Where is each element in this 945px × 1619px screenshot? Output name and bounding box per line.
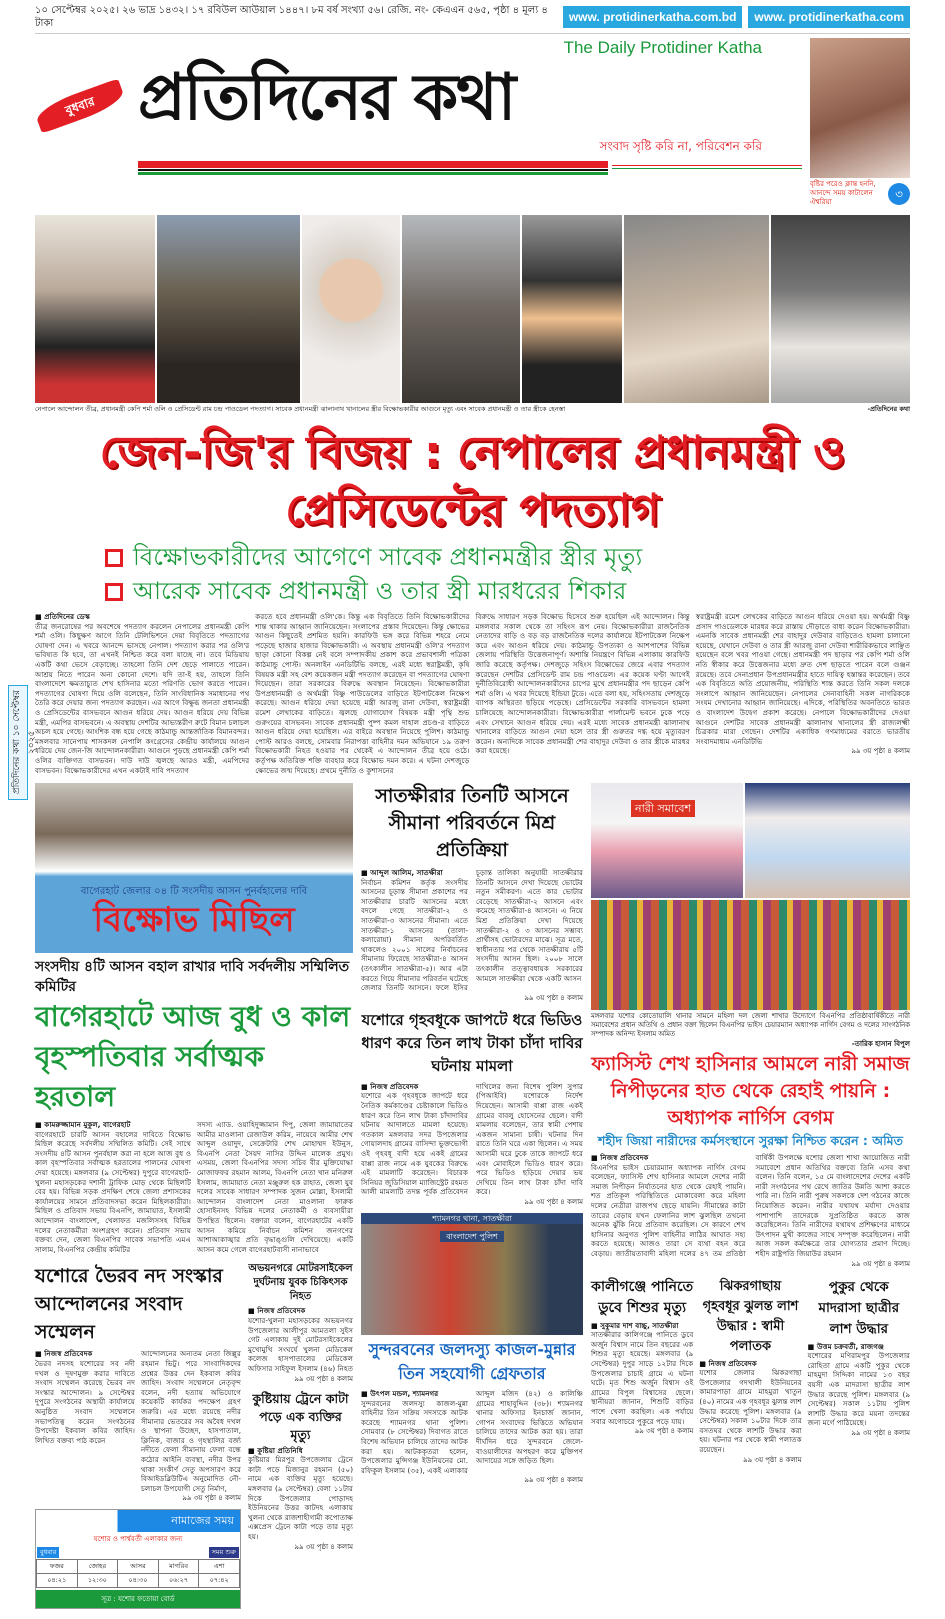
lead-column-1 xyxy=(35,612,249,775)
women-headline[interactable]: ফ্যাসিস্ট শেখ হাসিনার আমলে নারী সমাজ নিপীড়নের হাত থেকে রেহাই পায়নি : অধ্যাপক নার্গিস বেগম xyxy=(591,1053,910,1130)
bhairab-headline-2[interactable]: আন্দোলনের সংবাদ সম্মেলন xyxy=(35,1293,183,1344)
continued-link[interactable]: ৯৯ ৩য় পৃষ্ঠা ৪ কলাম xyxy=(851,1428,910,1437)
teaser-page-badge: ৩ xyxy=(888,183,910,205)
continued-link[interactable]: ৯৯ ৩য় পৃষ্ঠা ৪ কলাম xyxy=(851,747,910,756)
bagerhat-headline[interactable]: বাগেরহাটে আজ বুধ ও কাল xyxy=(35,1000,351,1034)
continued-link[interactable]: ৯৯ ৩য় পৃষ্ঠা ৪ কলাম xyxy=(524,993,583,1002)
prayer-name: এশা xyxy=(199,1560,240,1574)
prayer-time: ০৭:৪২ xyxy=(199,1574,240,1588)
teaser-caption[interactable]: বৃষ্টির পরেও ক্লান্ত হননি, আনন্দে সময় কাটালেন ঐশ্বরিয়া xyxy=(810,180,876,206)
women-subhead: শহীদ জিয়া নারীদের কর্মসংস্থানে সুরক্ষা নিশ্চিত করেন : অমিত xyxy=(598,1133,903,1149)
byline: ■ প্রতিদিনের ডেস্ক xyxy=(35,612,90,621)
website-link-bd[interactable]: www. protidinerkatha.com.bd xyxy=(563,6,743,28)
article-text: যশোরের মণিরামপুর উপজেলার রোহিতা গ্রামে একটি পুকুর থেকে মাহমুদা সিদ্দিকা নামের ১৩ বছর বয়সী এক মাদরাসা ছাত্রীর লাশ উদ্ধার করেছে পুলিশ। মঙ্গলবার (৯ সেপ্টেম্বর) সকাল ১১টায় পুলিশ লাশটি উদ্ধার করে ময়না তদন্তের জন্য মর্গে পাঠিয়েছে। xyxy=(807,1351,910,1428)
photo-credit: -তারিক হাসান বিপুল xyxy=(851,1040,910,1049)
bhairab-headline[interactable]: যশোরে ভৈরব নদ সংস্কার xyxy=(35,1265,223,1288)
photo-nepal-pm xyxy=(35,215,155,403)
prayer-name: ফজর xyxy=(37,1560,78,1574)
rally-photo-caption: মঙ্গলবার যশোর কোতোয়ালি থানার সামনে মহিলা দল জেলা শাখার উদ্যোগে বিএনপির প্রতিষ্ঠাবার্ষিকীতে নারী সমাবেশের প্রধান অতিথি ও প্রধান বক্তা ছিলেন বিএনপির ভাইস চেয়ারম্যান অধ্যাপক নার্গিস বেগম ও দলের সাংগঠনিক সম্পাদক অনিন্দ্য ইসলাম অমিত xyxy=(591,1012,910,1039)
abhaynagar-body: ■ নিজস্ব প্রতিবেদক যশোর-খুলনা মহাসড়কের অভয়নগর উপজেলার আলীপুর আমতলা সুইস গেট এলাকায় দুই মোটরসাইকেলের মুখোমুখি সংঘর্ষে খুলনা মেডিকেল কলেজ হাসপাতালের মেডিকেল অফিসার সাইফুল ইসলাম (৪৬) নিহত xyxy=(248,1306,354,1373)
divider xyxy=(612,165,802,166)
subhead-text: আরেক সাবেক প্রধানমন্ত্রী ও তার স্ত্রী মারধরের শিকার xyxy=(133,577,627,605)
article-text: বিএনপির ভাইস চেয়ারম্যান অধ্যাপক নার্গিস বেগম বলেছেন, ফ্যাসিস্ট শেখ হাসিনার আমলে দেশের নারী সমাজ নিপীড়ন নির্যাতনের হাত থেকে রেহাই পায়নি। শত প্রতিকূল পরিস্থিতিতে মোকাবেলা করে মহিলা দলের নেত্রীরা রাজপথ ছেড়ে যায়নি। সীমান্তের কাটা তারের বেড়ায় যখন ফেলানির লাশ ঝুলছিল তখনো অনেক ঝুঁকি নিয়ে প্রতিবাদ করেছিল। সে কারণে শেখ হাসিনার অনুগত পুলিশ বাহিনীর লাঠির আঘাত সহ্য করতে হয়েছে। আজও তারা সে ব্যথা বহন করে বেড়ায়। জাতীয়তাবাদী মহিলা দলের ৪৭ তম প্রতিষ্ঠা বার্ষিকী উপলক্ষে যশোর জেলা শাখা আয়োজিত নারী সমাবেশে প্রধান অতিথির বক্তব্যে তিনি এসব কথা বলেন। তিনি বলেন, ১৫ মে বাংলাদেশের দেশের একটি নারী সংগঠনের পথ রেখে জাতির উন্নতি আশা করতে পারি না। তিনি নারী পুরুষ সকলকে দেশ গঠনের কাজে নিয়োজিত করেন। নারীর যথাযথ মর্যাদা দেওয়ার পাশাপাশি তাদেরকে সুপ্রতিষ্ঠিত করতে কাজ করেছিলেন। তিনি নারীদের যথাযথ প্রশিক্ষণের মাধ্যমে উৎপাদন মুখী কাজের সাথে সম্পৃক্ত করেছিলেন। নারী আজ সকল কর্মক্ষেত্রে তার যোগ্যতার প্রমাণ দিচ্ছে। শহীদ রাষ্ট্রপতি জিয়াউর রহমান xyxy=(591,1153,910,1259)
lead-headline[interactable]: জেন-জি'র বিজয় : নেপালের প্রধানমন্ত্রী ও প্রেসিডেন্টের পদত্যাগ xyxy=(99,427,846,536)
website-link-com[interactable]: www. protidinerkatha.com xyxy=(748,6,910,28)
article-text: যশোরে এক গৃহবধূকে জাপটে ধরে নৈতিক কর্মকাণ্ডের চেষ্টাকালে ভিডিও ধারণ করে তিন লাখ টাকা চাঁদাদাবির ঘটনায় আদালতে মামলা হয়েছে। গতকাল মঙ্গলবার সদর উপজেলার গোয়ালদাহ গ্রামের বাসিন্দা ভুক্তভোগী ওই গৃহবধূ বাদী হয়ে একই গ্রামের বাপ্পা রাজ নামে এক যুবকের বিরুদ্ধে এই মামলাটি করেছেন। বিচারক সিনিয়র জুডিসিয়াল ম্যাজিস্ট্রেট রহমত আলী মামলাটি তদন্ত পূর্বক প্রতিবেদন দাখিলের জন্য বিশেষ পুলিশ সুপার (পিআইবি) যশোরকে নির্দেশ দিয়েছেন। আসামী বাপ্পা রাজ একই গ্রামের বাবলু হোসেনের ছেলে। বাদী মামলায় বলেছেন, তার স্বামী পেশায় একজন সামান্য চাষী। ঘটনার দিন রাতে তিনি ঘরে একা ছিলেন। এ সময় আসামী ঘরে ঢুকে তাকে জাপটে ধরে এবং মোবাইলে ভিডিও ধারণ করে। পরে ভিডিও ছড়িয়ে দেয়ার ভয় দেখিয়ে তিন লাখ টাকা চাঁদা দাবি করে। xyxy=(361,1081,583,1197)
article-text: যশোর-খুলনা মহাসড়কের অভয়নগর উপজেলার আলীপুর আমতলা সুইস গেট এলাকায় দুই মোটরসাইকেলের মুখোমুখি সংঘর্ষে খুলনা মেডিকেল কলেজ হাসপাতালের মেডিকেল অফিসার সাইফুল ইসলাম (৪৬) নিহত xyxy=(248,1316,354,1373)
kushtia-headline[interactable]: কুষ্টিয়ায় ট্রেনে কাটা পড়ে এক ব্যক্তির মৃত্যু xyxy=(252,1390,349,1442)
masthead xyxy=(35,38,910,207)
photo-credit: -প্রতিদিনের কথা xyxy=(867,405,910,413)
satkhira-headline[interactable]: সাতক্ষীরার তিনটি আসনে সীমানা পরিবর্তনে মিশ্র প্রতিক্রিয়া xyxy=(375,785,569,862)
kaliganj-body: ■ সুকুমার দাশ বাচ্চু, সাতক্ষীরা সাতক্ষীরার কালিগঞ্জে পানিতে ডুবে অর্জুন বিশ্বাস নামে তিন বছরের এক শিশুর মৃত্যু হয়েছে। মঙ্গলবার (৯ সেপ্টেম্বর) দুপুর সাড়ে ১২টার দিকে উপজেলার চাচাই গ্রামে এ ঘটনা ঘটে। মৃত শিশু অর্জুন বিশ্বাস ওই গ্রামের বিপুল বিশ্বাসের ছেলে। স্থানীয়রা জানান, শিশুটি বাড়ির পাশে খেলা করছিল। এক পর্যায়ে সবার অগোচরে পুকুরে পড়ে যায়। xyxy=(591,1320,694,1426)
jessore-video-body: ■ নিজস্ব প্রতিবেদক যশোরে এক গৃহবধূকে জাপটে ধরে নৈতিক কর্মকাণ্ডের চেষ্টাকালে ভিডিও ধারণ করে তিন লাখ টাকা চাঁদাদাবির ঘটনায় আদালতে মামলা হয়েছে। গতকাল মঙ্গলবার সদর উপজেলার গোয়ালদাহ গ্রামের বাসিন্দা ভুক্তভোগী ওই গৃহবধূ বাদী হয়ে একই গ্রামের বাপ্পা রাজ নামে এক যুবকের বিরুদ্ধে এই মামলাটি করেছেন। বিচারক সিনিয়র জুডিসিয়াল ম্যাজিস্ট্রেট রহমত আলী মামলাটি তদন্ত পূর্বক প্রতিবেদন দাখিলের জন্য বিশেষ পুলিশ সুপার (পিআইবি) যশোরকে নির্দেশ দিয়েছেন। আসামী বাপ্পা রাজ একই গ্রামের বাবলু হোসেনের ছেলে। বাদী মামলায় বলেছেন, তার স্বামী পেশায় একজন সামান্য চাষী। ঘটনার দিন রাতে তিনি ঘরে একা ছিলেন। এ সময় আসামী ঘরে ঢুকে তাকে জাপটে ধরে এবং মোবাইলে ভিডিও ধারণ করে। পরে ভিডিও ছড়িয়ে দেয়ার ভয় দেখিয়ে তিন লাখ টাকা চাঁদা দাবি করে। xyxy=(361,1081,583,1197)
kaliganj-story xyxy=(591,1277,693,1465)
masthead-stripes xyxy=(138,161,802,175)
continued-link[interactable]: ৯৯ ৩য় পৃষ্ঠা ৪ কলাম xyxy=(294,1542,353,1551)
bhairab-story xyxy=(35,1262,241,1609)
byline: আব্দুল আলিম, সাতক্ষীরা xyxy=(370,868,443,878)
lead-column-4: স্বরাষ্ট্রমন্ত্রী রমেশ লেখকের বাড়িতে আগুন ধরিয়ে দেওয়া হয়। অর্থমন্ত্রী বিষ্ণু প্রসাদ পাওডেলকে মারধর করে রাস্তায় দৌড়াতে বাধ্য করেন বিক্ষোভকারীরা। এমনকি সাবেক প্রধানমন্ত্রী শের বাহাদুর দেউবার বাড়িতেও হামলা চালানো হয়েছে, যেখানে দেউবা ও তার স্ত্রী আরজু রানা দেউবা শারীরিকভাবে লাঞ্ছিত হয়েছেন বলে খবর পাওয়া গেছে। প্রধানমন্ত্রী পদ ছাড়ার পর কেপি শর্মা ওলি নতি স্বীকার করে উত্তেজনার মধ্যে দ্রুত দেশ ছাড়তে পারেন বলে গুঞ্জন রয়েছে। তবে সেনাপ্রধান উপপ্রধানমন্ত্রীর হাতে দায়িত্ব হস্তান্তর করেছেন। তবে এক বিবৃতিতে অতি প্রয়োজনীয়, পরিস্থিতি শান্ত করতে তিনি সকল দলকে সংলাপে আহ্বান জানিয়েছেন। নেপালের সেনাবাহিনী সকল নাগরিককে সংযম দেখানোর আহ্বান জানিয়েছে। এদিকে, পরিস্থিতির অবনতিতে ভারত ও বাংলাদেশ উদ্বেগ প্রকাশ করেছে। নেপালে বিক্ষোভকারীদের দেওয়া আগুনে দেশটির সাবেক প্রধানমন্ত্রী ঝালানাথ খানালের স্ত্রী রাজ্যলক্ষ্মী চিত্রকার মারা গেছেন। দেশটির একাধিক গণমাধ্যমের বরাতে ভারতীয় সংবাদমাধ্যম এনডিটিভি xyxy=(695,612,910,746)
byline: নিজস্ব প্রতিবেদক xyxy=(44,1349,93,1359)
brief-stories xyxy=(248,1262,353,1609)
right-column xyxy=(591,783,910,1464)
brief-news-row xyxy=(591,1277,910,1465)
subhead-text: বিক্ষোভকারীদের আগেণে সাবেক প্রধানমন্ত্রীর স্ত্রীর মৃত্যু xyxy=(133,543,643,571)
banner-text: বাগেরহাট জেলার ০৪ টি সংসদীয় আসন পুনর্বহালের দাবি xyxy=(80,886,308,898)
byline: উৎপল মন্ডল, শ্যামনগর xyxy=(370,1388,439,1398)
byline: নিজস্ব প্রতিবেদক xyxy=(708,1358,757,1368)
lead-subhead-2 xyxy=(35,574,910,608)
teaser-photo[interactable] xyxy=(810,38,910,178)
bullet-box-icon xyxy=(105,583,123,601)
prayer-name: আসর xyxy=(118,1560,159,1574)
bagerhat-kicker: সংসদীয় ৪টি আসন বহাল রাখার দাবি সর্বদলীয় সম্মিলিত কমিটির xyxy=(35,959,350,996)
abhaynagar-headline[interactable]: অভয়নগরে মোটরসাইকেল দুর্ঘটনায় যুবক চিকিৎসক নিহত xyxy=(248,1263,353,1303)
continued-link[interactable]: ৯৯ ৩য় পৃষ্ঠা ৪ কলাম xyxy=(182,1494,241,1503)
banner-text: নারী সমাবেশ xyxy=(631,800,695,817)
satkhira-body: ■ আব্দুল আলিম, সাতক্ষীরা নির্বাচন কমিশন কর্তৃক সংসদীয় আসনের চূড়ান্ত সীমানা প্রকাশের পর সাতক্ষীরার চারটি আসনের মধ্যে বদলে গেছে সাতক্ষীরা-২ ও সাতক্ষীরা-৩ আসনের সীমানা। এতে সাতক্ষীরা-১ আসনের (তালা-কলারোয়া) সীমানা অপরিবর্তিত থাকলেও ২০০১ সালের নির্বাচনের সীমানায় ফিরেছে সাতক্ষীরা-৪ আসন (তৎকালীন সাতক্ষীরা-৫)। আর এটা করতে গিয়ে সীমানার পরিবর্তন ঘটেছে জেলার তিনটি আসনে। ফলে ইসির চূড়ান্ত তালিকা অনুযায়ী সাতক্ষীরার তিনটি আসনে দেখা দিয়েছে ভোটের নতুন সমীকরণ। এতে কার ভোটার বেড়েছে সাতক্ষীরা-২ আসনে এবং কমেছে সাতক্ষীরা-৪ আসনে। এ নিয়ে মিশ্র প্রতিক্রিয়া দেখা দিয়েছে সাতক্ষীরা-২ ও ৩ আসনের সম্ভাব্য প্রার্থীসহ ভোটারদের মাঝে। সূত্র মতে, স্বাধীনতার পর থেকে সাতক্ষীরায় ৫টি সংসদীয় আসন ছিল। ২০০৮ সালে তৎকালীন তত্ত্বাবধায়ক সরকারের আমলে সাতক্ষীরা থেকে একটি আসন xyxy=(361,868,583,993)
masthead-stripe-right xyxy=(612,161,802,169)
photo-nepal-president xyxy=(302,215,400,403)
english-title: The Daily Protidiner Katha xyxy=(563,38,762,57)
women-body: ■ নিজস্ব প্রতিবেদক বিএনপির ভাইস চেয়ারম্যান অধ্যাপক নার্গিস বেগম বলেছেন, ফ্যাসিস্ট শেখ হাসিনার আমলে দেশের নারী সমাজ নিপীড়ন নির্যাতনের হাত থেকে রেহাই পায়নি। শত প্রতিকূল পরিস্থিতিতে মোকাবেলা করে মহিলা দলের নেত্রীরা রাজপথ ছেড়ে যায়নি। সীমান্তের কাটা তারের বেড়ায় যখন ফেলানির লাশ ঝুলছিল তখনো অনেক ঝুঁকি নিয়ে প্রতিবাদ করেছিল। সে কারণে শেখ হাসিনার অনুগত পুলিশ বাহিনীর লাঠির আঘাত সহ্য করতে হয়েছে। আজও তারা সে ব্যথা বহন করে বেড়ায়। জাতীয়তাবাদী মহিলা দলের ৪৭ তম প্রতিষ্ঠা বার্ষিকী উপলক্ষে যশোর জেলা শাখা আয়োজিত নারী সমাবেশে প্রধান অতিথির বক্তব্যে তিনি এসব কথা বলেন। তিনি বলেন, ১৫ মে বাংলাদেশের দেশের একটি নারী সংগঠনের পথ রেখে জাতির উন্নতি আশা করতে পারি না। তিনি নারী পুরুষ সকলকে দেশ গঠনের কাজে নিয়োজিত করেন। নারীর যথাযথ মর্যাদা দেওয়ার পাশাপাশি তাদেরকে সুপ্রতিষ্ঠিত করতে কাজ করেছিলেন। তিনি নারীদের যথাযথ প্রশিক্ষণের মাধ্যমে উৎপাদন মুখী কাজের সাথে সম্পৃক্ত করেছিলেন। নারী আজ সকল কর্মক্ষেত্রে তার যোগ্যতার প্রমাণ দিচ্ছে। শহীদ রাষ্ট্রপতি জিয়াউর রহমান xyxy=(591,1153,910,1259)
prayer-time: ০৪:৩০ xyxy=(118,1574,159,1588)
article-text: যশোর জেলার ঝিকরগাছা উপজেলার গদখালী ইউনিয়নের কামারপাড়া গ্রামে মাহমুরা খাতুন (৪০) নামের এক গৃহবধূর ঝুলন্ত লাশ উদ্ধার করেছে পুলিশ। মঙ্গলবার (৯ সেপ্টেম্বর) সকাল ১০টার দিকে তার বসতঘর থেকে লাশটি উদ্ধার করা হয়। ঘটনার পর থেকে স্বামী পলাতক রয়েছেন। xyxy=(699,1368,802,1454)
prayer-table xyxy=(36,1559,240,1588)
pukur-body: ■ উত্তম চক্রবর্তী, রাজগঞ্জ যশোরের মণিরামপুর উপজেলার রোহিতা গ্রামে একটি পুকুর থেকে মাহমুদা সিদ্দিকা নামের ১৩ বছর বয়সী এক মাদরাসা ছাত্রীর লাশ উদ্ধার করেছে পুলিশ। মঙ্গলবার (৯ সেপ্টেম্বর) সকাল ১১টায় পুলিশ লাশটি উদ্ধার করে ময়না তদন্তের জন্য মর্গে পাঠিয়েছে। xyxy=(807,1341,910,1428)
bagerhat-column-2: সদস্য এ্যাড. ওয়াহিদুজ্জামান দিপু, জেলা জামায়াতের আমীর মাওলানা রেজাউল করিম, নায়েবে আমীর শেখ আব্দুল ওয়াদুদ, সেক্রেটারি শেখ মোহাম্মদ ইউনুস, বিএনপি নেতা সৈয়দ নাসির উদ্দিন মালেক প্রমুখ। এসময়, জেলা বিএনপির সদস্য সচিব বীর মুক্তিযোদ্ধা মোজাফফর রহমান আলম, বিএনপি নেতা খান মনিরুল ইসলাম, জামায়াত নেতা মঞ্জুরুল হক রাহাত, জেলা যুব দলের সাবেক সাধারণ সম্পাদক সুজন মোল্লা, ইসলামী আন্দোলন বাংলাদেশ নেতা মাওলানা ফারুক হোসাইনসহ বিভিন্ন দলের নেতাকর্মী ও ব্যবসায়ীরা উপস্থিত ছিলেন। বক্তারা বলেন, বাগেরহাটের একটি আসন কমিয়ে নির্বাচন কমিশন জনগণের আশাআকাঙ্খার প্রতি বৃদ্ধাঙ্গুলি দেখিয়েছে। একটি আসন কমে গেলে বাগেরহাটবাসী নানাভাবে xyxy=(197,1120,353,1254)
article-text: নির্বাচন কমিশন কর্তৃক সংসদীয় আসনের চূড়ান্ত সীমানা প্রকাশের পর সাতক্ষীরার চারটি আসনের মধ্যে বদলে গেছে সাতক্ষীরা-২ ও সাতক্ষীরা-৩ আসনের সীমানা। এতে সাতক্ষীরা-১ আসনের (তালা-কলারোয়া) সীমানা অপরিবর্তিত থাকলেও ২০০১ সালের নির্বাচনের সীমানায় ফিরেছে সাতক্ষীরা-৪ আসন (তৎকালীন সাতক্ষীরা-৫)। আর এটা করতে গিয়ে সীমানার পরিবর্তন ঘটেছে জেলার তিনটি আসনে। ফলে ইসির চূড়ান্ত তালিকা অনুযায়ী সাতক্ষীরার তিনটি আসনে দেখা দিয়েছে ভোটের নতুন সমীকরণ। এতে কার ভোটার বেড়েছে সাতক্ষীরা-২ আসনে এবং কমেছে সাতক্ষীরা-৪ আসনে। এ নিয়ে মিশ্র প্রতিক্রিয়া দেখা দিয়েছে সাতক্ষীরা-২ ও ৩ আসনের সম্ভাব্য প্রার্থীসহ ভোটারদের মাঝে। সূত্র মতে, স্বাধীনতার পর থেকে সাতক্ষীরায় ৫টি সংসদীয় আসন ছিল। ২০০৮ সালে তৎকালীন তত্ত্বাবধায়ক সরকারের আমলে সাতক্ষীরা থেকে একটি আসন xyxy=(361,868,583,993)
prayer-title: নামাজের সময় xyxy=(36,1510,240,1532)
article-text: সুন্দরবনের জলদস্যু কাজল-মুন্না বাহিনীর তিন সক্রিয় সদস্যকে আটক করেছে শ্যামনগর থানা পুলিশ। সোমবার (৮ সেপ্টেম্বর) দিবাগত রাতে বিশেষ অভিযান চালিয়ে তাদের আটক করা হয়। আটককৃতরা হলেন, উপজেলার মুন্সিগঞ্জ ইউনিয়নের মো. রফিকুল ইসলাম (৩৫), একই এলাকার আব্দুল মজিদ (৪২) ও কালিঞ্চি গ্রামের শাহাবুদ্দিন (৩৮)। শ্যামনগর থানার অফিসার ইনচার্জ জানান, গোপন সংবাদের ভিত্তিতে অভিযান চালিয়ে তাদের আটক করা হয়। তারা দীর্ঘদিন ধরে সুন্দরবনে জেলে-বাওয়ালীদের অপহরণ করে মুক্তিপণ আদায়ের সঙ্গে জড়িত ছিল। xyxy=(361,1388,583,1475)
photo-injured-person xyxy=(624,215,769,403)
top-bar xyxy=(35,4,910,34)
lead-column-3: বিরুদ্ধে সাধারণ সড়ক বিক্ষোভ হিসেবে শুরু হয়েছিল এই আন্দোলন। কিন্তু মঙ্গলবার সকাল থেকে তা সহিংস রূপ নেয়। বিক্ষোভকারীরা রাজনৈতিক নেতাদের বাড়ি ও বড় বড় রাজনৈতিক দলের কার্যালয়ে ইটপাটকেল নিক্ষেপ করে এবং আগুন ধরিয়ে দেয়। কাঠমান্ডু উপত্যকা ও আশপাশের বিভিন্ন জেলায় পরিস্থিতি উত্তেজনাপূর্ণ। অশান্তি নিয়ন্ত্রণে বিভিন্ন এলাকায় কারফিউ জারি করেছে কর্তৃপক্ষ। দেশজুড়ে সহিংস বিক্ষোভের জেরে এবার পদত্যাগ করেছেন দেশটির প্রেসিডেন্ট রাম চন্দ্র পাওডেল। এর কয়েক ঘণ্টা আগেই দুর্নীতিবিরোধী আন্দোলনকারীদের চাপের মুখে প্রধানমন্ত্রীর পদ ছাড়েন কেপি শর্মা ওলি। এ খবর দিয়েছে ইন্ডিয়া টুডে। এতে বলা হয়, সহিংসতায় দেশজুড়ে ব্যাপক অস্থিরতা ছড়িয়ে পড়েছে। প্রেসিডেন্টের সরকারি বাসভবনে হামলা চালিয়েছে আন্দোলনকারীরা। বিক্ষোভকারীরা পার্লামেন্ট ভবনে ঢুকে পড়ে এবং সেখানে আগুন ধরিয়ে দেয়। এরই মধ্যে সাবেক প্রধানমন্ত্রী ঝালানাথ খানালের বাড়িতে আগুন দেয়া হলে তার স্ত্রী গুরুতর দগ্ধ হয়ে মৃত্যুবরণ করেন। অন্যদিকে সাবেক প্রধানমন্ত্রী শের বাহাদুর দেউবা ও তার স্ত্রীকে মারধর করা হয়েছে। xyxy=(475,612,690,756)
kaliganj-headline[interactable]: কালীগঞ্জে পানিতে ডুবে শিশুর মৃত্যু xyxy=(591,1278,694,1316)
article-text: কুষ্টিয়ার মিরপুর উপজেলায় ট্রেনে কাটা পড়ে মিজানুর রহমান (৫০) নামে এক ব্যক্তির মৃত্যু হয়েছে। মঙ্গলবার (৯ সেপ্টেম্বর) বেলা ১১টার দিকে উপজেলার পোড়াদহ ইউনিয়নের উত্তর কাটদহ এলাকায় খুলনা থেকে রাজশাহীগামী কপোতাক্ষ এক্সপ্রেস ট্রেনে কাটা পড়ে তার মৃত্যু হয়। xyxy=(248,1455,353,1541)
photo-rally-crowd xyxy=(591,900,910,1010)
masthead-stripe-red xyxy=(138,161,608,168)
photo-rally-stage xyxy=(591,783,743,898)
bagerhat-column-1: ■ কামরুজ্জামান মুকুল, বাগেরহাট বাগেরহাটে চারটি আসন বহালের দাবিতে বিক্ষোভ মিছিল করেছে সর্বদলীয় সম্মিলিত কমিটি। সেই সাথে সংসদীয় ৪টি আসন পুনর্বহাল করা না হলে আজ বুধ ও কাল বৃহস্পতিবার সর্বাত্মক হরতালের পালনের ঘোষণা দেয়া হয়েছে। মঙ্গলবার (৯ সেপ্টেম্বর) দুপুরে বাগেরহাট-খুলনা মহাসড়কের দশানী ট্রাফিক মোড় থেকে মিছিলটি বের হয়। বিভিন্ন সড়ক প্রদক্ষিণ শেষে জেলা প্রশাসকের কার্যালয়ের সামনে প্রতিবাদসভা করেন মিছিলকারীরা। মিছিল ও প্রতিবাদ সভায় বিএনপি, জামায়াত, ইসলামী আন্দোলন বাংলাদেশ, খেলাফত মজলিসসহ বিভিন্ন দলের নেতাকর্মীরা অংশগ্রহণ করেন। প্রতিবাদ সভায় বক্তব্য দেন, জেলা বিএনপির সাবেক সভাপতি এমএ সালাম, বিএনপির কেন্দ্রীয় কমিটির xyxy=(35,1120,191,1254)
bhairab-column-1: ■ নিজস্ব প্রতিবেদক ভৈরব নদসহ যশোরের সব নদী দখল ও দূষণমুক্ত করার দাবিতে সংবাদ সম্মেলন করেছে ভৈরব নদ সংস্কার আন্দোলন। ৯ সেপ্টেম্বর দুপুরে সংগঠনের অস্থায়ী কার্যালয়ে অনুষ্ঠিত সংবাদ সম্মেলনে সভাপতিত্ব করেন সংগঠনের উপদেষ্টা ইকবাল কবির জাহিদ। লিখিত বক্তব্য পাঠ করেন xyxy=(35,1349,135,1445)
photo-protest-crowd xyxy=(157,215,300,403)
jhikargacha-body: ■ নিজস্ব প্রতিবেদক যশোর জেলার ঝিকরগাছা উপজেলার গদখালী ইউনিয়নের কামারপাড়া গ্রামে মাহমুরা খাতুন (৪০) নামের এক গৃহবধূর ঝুলন্ত লাশ উদ্ধার করেছে পুলিশ। মঙ্গলবার (৯ সেপ্টেম্বর) সকাল ১০টার দিকে তার বসতঘর থেকে লাশটি উদ্ধার করা হয়। ঘটনার পর থেকে স্বামী পলাতক রয়েছেন। xyxy=(699,1358,802,1454)
prayer-name: জোহর xyxy=(77,1560,118,1574)
article-text: ভৈরব নদসহ যশোরের সব নদী দখল ও দূষণমুক্ত করার দাবিতে সংবাদ সম্মেলন করেছে ভৈরব নদ সংস্কার আন্দোলন। ৯ সেপ্টেম্বর দুপুরে সংগঠনের অস্থায়ী কার্যালয়ে অনুষ্ঠিত সংবাদ সম্মেলনে সভাপতিত্ব করেন সংগঠনের উপদেষ্টা ইকবাল কবির জাহিদ। লিখিত বক্তব্য পাঠ করেন xyxy=(35,1359,135,1445)
photo-rally-speaker xyxy=(745,783,910,898)
middle-column xyxy=(361,783,583,1485)
continued-link[interactable]: ৯৯ ৩য় পৃষ্ঠা ৪ কলাম xyxy=(294,1374,353,1383)
photo-caption: নেপালে আন্দোলন তীব্র, প্রধানমন্ত্রী কেপি শর্মা ওলি ও প্রেসিডেন্ট রাম চন্দ্র পাওডেল পদত্যাগ। সাবেক প্রধানমন্ত্রী ঝালানাথ খানালের স্ত্রীর বিক্ষোভকারীর আগুনে মৃত্যু এবং সাবেক প্রধানমন্ত্রী ও তার স্ত্রীকে হেনস্তা xyxy=(35,405,566,413)
bhairab-column-2: আন্দোলনের অন্যতম নেতা জিল্লুর রহমান ভিটু। পরে সাংবাদিকদের প্রশ্নের উত্তর দেন ইকবাল কবির জাহিদ। সংবাদ সম্মেলনে নেতৃবৃন্দ বলেন, নদী হত্যায় অভিযোগে কয়েকটি কার্যকর পদক্ষেপ গ্রহণ জরুরি। এর মধ্যে রয়েছে নদীর সীমানার ভেতরের সব অবৈধ দখল ও স্থাপনা উচ্ছেদ, হাসপাতাল, ক্লিনিক, বাজার ও গৃহস্থালির বর্জ্য নদীতে ফেলা সীমানায় ফেলা বন্ধে কঠোর আইনি ব্যবস্থা, নদীর উপর থাকা সংকীর্ণ সেতু অপসারণ করে বিআইডব্লিউটিএ অনুমোদিত নৌ-চলাচল উপযোগী সেতু নির্মাণ, xyxy=(141,1349,241,1493)
prayer-times-box xyxy=(35,1509,241,1609)
prayer-time: ০৬:২৭ xyxy=(158,1574,199,1588)
photo-strip xyxy=(35,215,910,403)
jessore-video-headline[interactable]: যশোরে গৃহবধূকে জাপটে ধরে ভিডিও ধারণ করে তিন লাখ টাকা চাঁদা দাবির ঘটনায় মামলা xyxy=(361,1010,583,1075)
left-column xyxy=(35,783,353,1609)
banner-text: শ্যামনগর থানা, সাতক্ষীরা xyxy=(361,1213,583,1224)
prayer-source: সূত্র : যশোর ফতোয়া বোর্ড xyxy=(36,1590,240,1608)
masthead-stripe-green xyxy=(138,172,608,175)
byline: কুষ্টিয়া প্রতিনিধি xyxy=(257,1445,303,1455)
continued-link[interactable]: ৯৯ ৩য় পৃষ্ঠা ৪ কলাম xyxy=(743,1455,802,1464)
prayer-time: ০৪:২১ xyxy=(37,1574,78,1588)
logo-block xyxy=(138,38,802,175)
continued-link[interactable]: ৯৯ ৩য় পৃষ্ঠা ৪ কলাম xyxy=(524,1197,583,1206)
byline: নিজস্ব প্রতিবেদক xyxy=(370,1081,419,1091)
slogan: সংবাদ সৃষ্টি করি না, পরিবেশন করি xyxy=(599,139,762,153)
banner-text: বাংলাদেশ পুলিশ xyxy=(440,1231,504,1242)
photo-street-clash xyxy=(402,215,520,403)
article-text: সাতক্ষীরার কালিগঞ্জে পানিতে ডুবে অর্জুন বিশ্বাস নামে তিন বছরের এক শিশুর মৃত্যু হয়েছে। মঙ্গলবার (৯ সেপ্টেম্বর) দুপুর সাড়ে ১২টার দিকে উপজেলার চাচাই গ্রামে এ ঘটনা ঘটে। মৃত শিশু অর্জুন বিশ্বাস ওই গ্রামের বিপুল বিশ্বাসের ছেলে। স্থানীয়রা জানান, শিশুটি বাড়ির পাশে খেলা করছিল। এক পর্যায়ে সবার অগোচরে পুকুরে পড়ে যায়। xyxy=(591,1330,694,1426)
bagerhat-headline-2[interactable]: বৃহস্পতিবার সর্বাত্মক হরতাল xyxy=(35,1040,265,1114)
lower-section xyxy=(35,783,910,1609)
kushtia-body: ■ কুষ্টিয়া প্রতিনিধি কুষ্টিয়ার মিরপুর উপজেলায় ট্রেনে কাটা পড়ে মিজানুর রহমান (৫০) নামে এক ব্যক্তির মৃত্যু হয়েছে। মঙ্গলবার (৯ সেপ্টেম্বর) বেলা ১১টার দিকে উপজেলার পোড়াদহ ইউনিয়নের উত্তর কাটদহ এলাকায় খুলনা থেকে রাজশাহীগামী কপোতাক্ষ এক্সপ্রেস ট্রেনে কাটা পড়ে তার মৃত্যু হয়। xyxy=(248,1445,353,1541)
photo-fire xyxy=(522,215,622,403)
prayer-name: মাগরিব xyxy=(158,1560,199,1574)
continued-link[interactable]: ৯৯ ৩য় পৃষ্ঠা ৪ কলাম xyxy=(524,1476,583,1485)
banner-text: বিক্ষোভ মিছিল xyxy=(93,900,295,941)
lead-body xyxy=(35,612,910,775)
pukur-headline[interactable]: পুকুর থেকে মাদরাসা ছাত্রীর লাশ উদ্ধার xyxy=(818,1278,900,1337)
teaser[interactable] xyxy=(810,38,910,207)
photo-arrested-men xyxy=(361,1213,583,1335)
lead-subhead-1 xyxy=(35,540,910,574)
newspaper-logo: প্রতিদিনের কথা xyxy=(138,60,515,135)
byline: নিজস্ব প্রতিবেদক xyxy=(257,1306,306,1316)
masthead-stripe-black xyxy=(138,169,608,171)
prayer-day: বুধবার xyxy=(37,1547,59,1558)
article-text: তীব্র জনরোষের পর অবশেষে পদত্যাগ করলেন নেপালের প্রধানমন্ত্রী কেপি শর্মা ওলি। কিছুক্ষণ আগে তিনি টেলিভিশনে দেয়া বিবৃতিতে পদত্যাগের ঘোষণা দেন। এ খবরে আনন্দে ভাসছে নেপাল। পদত্যাগ করার পর ওলি'র ভবিষ্যত কি হবে, তা এখনই নিশ্চিত করে বলা যাচ্ছে না। তবে মিডিয়ায় একটি কথা ভেসে বেড়াচ্ছে। তাহলো তিনি দেশ ছেড়ে পালাতে পারেন। আশ্রয় নিতে পারেন অন্য কোনো দেশে। যদি তা-ই হয়, তাহলে তিনি বাংলাদেশে ক্ষমতাচ্যুত শেখ হাসিনার মতো পরিণতি ভোগ করতে পারেন। পদত্যাগের ঘোষণা দিয়ে ওলি বলেছেন, তিনি সাংবিধানিক সমাধানের পথ তৈরি করে দেয়ার জন্য পদত্যাগ করছেন। এর আগে বিক্ষুব্ধ জনতা প্রধানমন্ত্রী ও প্রেসিডেন্টের বাসভবনে আগুন ধরিয়ে দেয়। আগুন ধরিয়ে দেয় বিভিন্ন মন্ত্রী, এমপির বাসভবনে। এ অবস্থায় দেশটির আভ্যন্তরীণ রুটে বিমান চলাচল অচল হয়ে গেছে। আংশিক বন্ধ হয়ে গেছে কাঠমান্ডু আন্তর্জাতিক বিমানবন্দর। মঙ্গলবার সানেপায় শাসকদল নেপালি কংগ্রেসের কেন্দ্রীয় কার্যালয়ে আগুন ধরিয়ে দেয় জেন-জি আন্দোলনকারীরা। আগুনে পুড়ছে প্রধানমন্ত্রী কেপি শর্মা ওলির ব্যক্তিগত বাসভবন। দাউ দাউ জ্বলছে আরও মন্ত্রী, এমপিদের বাসভবন। বিক্ষোভকারীদের এখন একটাই দাবি পদত্যাগ xyxy=(35,621,250,775)
prayer-time: ১২:৩০ xyxy=(77,1574,118,1588)
masthead-stripe-left xyxy=(138,161,608,175)
pukur-story xyxy=(808,1277,910,1465)
photo-bagerhat-protest xyxy=(35,783,353,953)
weekday-badge: বুধবার xyxy=(33,78,126,133)
continued-link[interactable]: ৯৯ ৩য় পৃষ্ঠা ৪ কলাম xyxy=(851,1259,910,1268)
byline: নিজস্ব প্রতিবেদক xyxy=(600,1153,649,1163)
jhikargacha-headline[interactable]: ঝিকরগাছায় গৃহবধূর ঝুলন্ত লাশ উদ্ধার : স্বামী পলাতক xyxy=(702,1278,799,1354)
article-text: বাগেরহাটে চারটি আসন বহালের দাবিতে বিক্ষোভ মিছিল করেছে সর্বদলীয় সম্মিলিত কমিটি। সেই সাথে সংসদীয় ৪টি আসন পুনর্বহাল করা না হলে আজ বুধ ও কাল বৃহস্পতিবার সর্বাত্মক হরতালের পালনের ঘোষণা দেয়া হয়েছে। মঙ্গলবার (৯ সেপ্টেম্বর) দুপুরে বাগেরহাট-খুলনা মহাসড়কের দশানী ট্রাফিক মোড় থেকে মিছিলটি বের হয়। বিভিন্ন সড়ক প্রদক্ষিণ শেষে জেলা প্রশাসকের কার্যালয়ের সামনে প্রতিবাদসভা করেন মিছিলকারীরা। মিছিল ও প্রতিবাদ সভায় বিএনপি, জামায়াত, ইসলামী আন্দোলন বাংলাদেশ, খেলাফত মজলিসসহ বিভিন্ন দলের নেতাকর্মীরা অংশগ্রহণ করেন। প্রতিবাদ সভায় বক্তব্য দেন, জেলা বিএনপির সাবেক সভাপতি এমএ সালাম, বিএনপির কেন্দ্রীয় কমিটির xyxy=(35,1129,191,1254)
byline: কামরুজ্জামান মুকুল, বাগেরহাট xyxy=(44,1120,131,1130)
dateline: ১০ সেপ্টেম্বর ২০২৫। ২৬ ভাদ্র ১৪৩২। ১৭ রবিউল আউয়াল ১৪৪৭। ৮ম বর্ষ সংখ্যা ৫৬। রেজি. নং- কেএএন ৫৬৫, পৃষ্ঠা ৪ মূল্য ৪ টাকা xyxy=(35,5,548,29)
bullet-box-icon xyxy=(105,549,123,567)
jhikargacha-story xyxy=(699,1277,801,1465)
side-page-label: প্রতিদিনের কথা ১০ সেপ্টেম্বর ২০২৫ xyxy=(8,685,28,800)
continued-link[interactable]: ৯৯ ৩য় পৃষ্ঠা ৪ কলাম xyxy=(634,1427,694,1436)
sundarban-body: ■ উৎপল মন্ডল, শ্যামনগর সুন্দরবনের জলদস্যু কাজল-মুন্না বাহিনীর তিন সক্রিয় সদস্যকে আটক করেছে শ্যামনগর থানা পুলিশ। সোমবার (৮ সেপ্টেম্বর) দিবাগত রাতে বিশেষ অভিযান চালিয়ে তাদের আটক করা হয়। আটককৃতরা হলেন, উপজেলার মুন্সিগঞ্জ ইউনিয়নের মো. রফিকুল ইসলাম (৩৫), একই এলাকার আব্দুল মজিদ (৪২) ও কালিঞ্চি গ্রামের শাহাবুদ্দিন (৩৮)। শ্যামনগর থানার অফিসার ইনচার্জ জানান, গোপন সংবাদের ভিত্তিতে অভিযান চালিয়ে তাদের আটক করা হয়। তারা দীর্ঘদিন ধরে সুন্দরবনে জেলে-বাওয়ালীদের অপহরণ করে মুক্তিপণ আদায়ের সঙ্গে জড়িত ছিল। xyxy=(361,1388,583,1475)
divider xyxy=(612,168,802,169)
byline: সুকুমার দাশ বাচ্চু, সাতক্ষীরা xyxy=(600,1320,679,1330)
sundarban-headline[interactable]: সুন্দরবনের জলদস্যু কাজল-মুন্নার তিন সহযোগী গ্রেফতার xyxy=(368,1339,576,1383)
prayer-time-label: সময় শুরু xyxy=(209,1547,239,1558)
photo-assault xyxy=(771,215,910,403)
prayer-area: যশোর ও পার্শ্ববর্তী এলাকার জন্য xyxy=(93,1535,183,1544)
byline: উত্তম চক্রবর্তী, রাজগঞ্জ xyxy=(816,1341,885,1351)
lead-column-2: করতে হবে প্রধানমন্ত্রী ওলি'কে। কিন্তু এক বিবৃতিতে তিনি বিক্ষোভকারীদের শান্ত থাকার আহ্বান জানিয়েছেন। সংলাপের প্রস্তাব দিয়েছেন। কিন্তু ক্ষোভের আগুন কিছুতেই প্রশমিত হয়নি। কারফিউ ভঙ্গ করে বিভিন্ন শহরে নেমে পড়েছে হাজার হাজার বিক্ষোভকারী। এ অবস্থায় প্রধানমন্ত্রী ওলি'র পদত্যাগ ছাড়া কোনো বিকল্প নেই বলে সম্পাদকীয় প্রকাশ করে প্রভাবশালী পত্রিকা কাঠমান্ডু পোস্ট। অনলাইন এনডিটিভি বলছে, এরই মধ্যে স্বরাষ্ট্রমন্ত্রী, কৃষি বিষয়ক মন্ত্রী সহ বেশ কয়েকজন মন্ত্রী পদত্যাগ করেছেন বা পদত্যাগের ঘোষণা দিয়েছেন। তারা সরকারের বিরুদ্ধে অবস্থান নিয়েছেন। বিক্ষোভকারীরা উপপ্রধানমন্ত্রী ও অর্থমন্ত্রী বিষ্ণু পাউডেলের বাড়িতে ইটপাটকেল নিক্ষেপ করেছে। আগুন ধরিয়ে দেয়া হয়েছে মন্ত্রী আরজু রানা দেউবা, স্বরাষ্ট্রমন্ত্রী রমেশ লেখাকের বাড়িতে। জ্বলছে যোগাযোগ বিষয়ক মন্ত্রী পৃথ্বি শুভ গুরুংয়ের বাসভবন। সাবেক প্রধানমন্ত্রী পুষ্প কমল দাহাল প্রচণ্ড-র বাড়িতে আগুন ধরিয়ে দেয়া হয়েছিল। এর বাইরে অবস্থান নিয়েছে পুলিশ। কাঠমান্ডু পোস্ট আরও বলছে, সোমবার নিরাপত্তা বাহিনীর দমন অভিযানে ১৯ তরুণ বিক্ষোভকারী নিহত হওয়ার পর থেকেই এ আন্দোলন তীব্র হয়ে ওঠে। কর্তৃপক্ষ অতিরিক্ত শক্তি ব্যবহার করে বিক্ষোভ দমন করে। এ ঘটনা দেশজুড়ে ক্ষোভের জন্ম দিয়েছে। প্রথমে দুর্নীতি ও কুশাসনের xyxy=(255,612,470,775)
